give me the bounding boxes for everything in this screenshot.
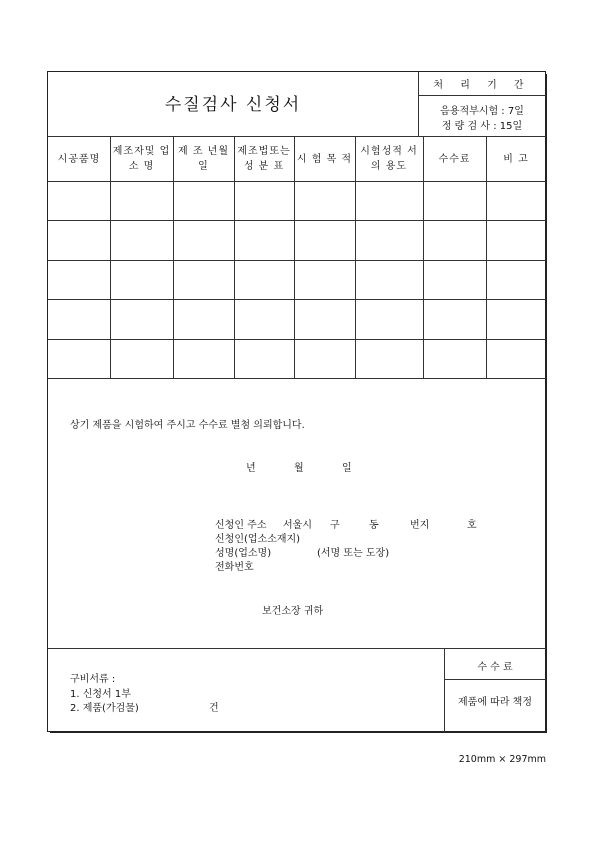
document-item-sample: 2. 제품(가검물) <box>70 703 139 714</box>
form-title: 수질검사 신청서 <box>164 95 302 115</box>
header-test-purpose: 시 험 목 적 <box>296 153 353 165</box>
processing-period-label: 처 리 기 간 <box>433 80 531 91</box>
applicant-name-label: 성명(업소명) <box>215 548 272 559</box>
bottom-section-border <box>48 648 546 649</box>
address-beonji: 번지 <box>410 520 430 531</box>
fee-box-divider <box>444 679 546 680</box>
header-product-name: 시공품명 <box>57 153 101 165</box>
document-item-sample-unit: 건 <box>209 703 219 714</box>
address-ho: 호 <box>467 520 477 531</box>
fee-box-value: 제품에 따라 책정 <box>458 697 532 708</box>
header-report-usage: 시험성적 서의 용도 <box>360 146 418 172</box>
applicant-address-label: 신청인 주소 <box>215 520 267 531</box>
table-row-border <box>48 339 546 340</box>
table-row-border <box>48 220 546 221</box>
applicant-phone-label: 전화번호 <box>215 562 254 573</box>
documents-heading: 구비서류 : <box>70 674 116 685</box>
header-composition: 제조법또는 성 분 표 <box>237 146 291 172</box>
applicant-office-location: 신청인(업소소재지) <box>215 534 301 545</box>
table-row-border <box>48 260 546 261</box>
document-item-application: 1. 신청서 1부 <box>70 689 131 700</box>
table-bottom-border <box>48 378 546 379</box>
processing-divider <box>418 95 546 96</box>
date-month: 월 <box>294 463 304 474</box>
frame-shadow <box>50 731 547 733</box>
header-remarks: 비 고 <box>503 153 529 165</box>
header-manufacture-date: 제 조 년월일 <box>178 146 229 172</box>
fee-box-label: 수 수 료 <box>477 662 513 673</box>
signature-placeholder: (서명 또는 도장) <box>317 548 390 559</box>
table-row-border <box>48 299 546 300</box>
paper-size-note: 210mm × 297mm <box>458 754 546 765</box>
header-fee: 수수료 <box>438 153 471 165</box>
processing-quantitative: 정 량 검 사 : 15일 <box>441 121 523 132</box>
date-day: 일 <box>342 463 352 474</box>
address-city: 서울시 <box>283 520 312 531</box>
request-statement: 상기 제품을 시험하여 주시고 수수료 별첨 의뢰합니다. <box>70 420 305 431</box>
table-header-border <box>48 181 546 182</box>
date-year: 년 <box>246 463 256 474</box>
header-manufacturer: 제조자및 업 소 명 <box>112 146 171 172</box>
address-gu: 구 <box>330 520 340 531</box>
recipient: 보건소장 귀하 <box>262 606 324 617</box>
processing-potability: 음용적부시험 : 7일 <box>440 106 524 117</box>
address-dong: 동 <box>369 520 379 531</box>
